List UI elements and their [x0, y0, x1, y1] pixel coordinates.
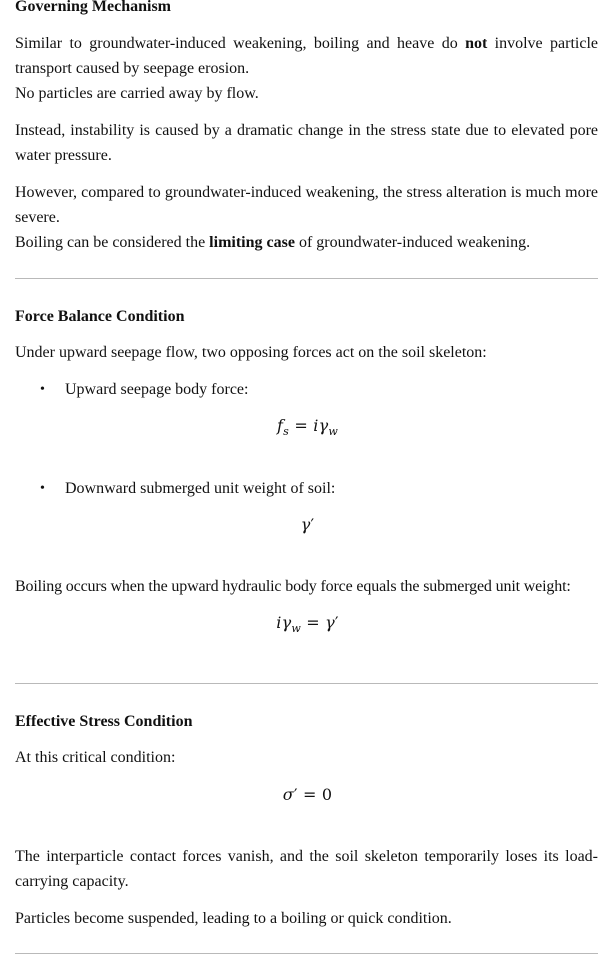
section-divider	[15, 953, 598, 954]
eq-symbol-f: f	[277, 416, 284, 435]
equation-seepage-force	[0, 415, 615, 437]
bold-text-limiting-case: limiting case	[209, 234, 295, 251]
bullet-item-submerged-weight: Downward submerged unit weight of soil:	[65, 480, 336, 497]
equation-effective-stress	[0, 784, 615, 806]
paragraph-instead-instability: Instead, instability is caused by a dramatic change in the stress state due to elevated pore water pressure.	[15, 122, 598, 164]
eq-equals: =	[302, 785, 317, 804]
text-run: involve particle transport caused by seepage erosion.	[15, 35, 598, 77]
eq-symbol-gamma: γ	[281, 613, 292, 632]
eq-prime: ′	[334, 613, 339, 632]
eq-equals: =	[306, 613, 320, 632]
eq-equals: =	[294, 416, 308, 435]
paragraph-contact-forces-vanish: The interparticle contact forces vanish, and the soil skeleton temporarily loses its load-carrying capacity.	[15, 848, 598, 890]
paragraph-however-compared	[15, 180, 598, 255]
eq-symbol-gamma: γ	[325, 613, 335, 632]
bullet-marker: •	[40, 481, 45, 496]
eq-subscript-w: w	[328, 425, 338, 438]
eq-symbol-gamma: γ	[300, 515, 311, 534]
eq-symbol-i: i	[276, 613, 282, 632]
eq-value-zero: 0	[321, 785, 333, 804]
text-run: Boiling can be considered the	[15, 234, 210, 251]
paragraph-critical-condition-intro: At this critical condition:	[15, 749, 176, 766]
text-run: Similar to groundwater-induced weakening, boiling and heave do	[15, 35, 466, 52]
section-divider	[15, 683, 598, 684]
bullet-marker: •	[40, 382, 45, 397]
paragraph-boiling-occurs: Boiling occurs when the upward hydraulic body force equals the submerged unit weight:	[15, 578, 571, 595]
bold-text-not: not	[465, 35, 488, 52]
text-run: of groundwater-induced weakening.	[294, 234, 531, 251]
equation-submerged-weight	[0, 514, 615, 536]
eq-symbol-sigma: σ	[282, 785, 294, 804]
eq-symbol-i: i	[313, 416, 319, 435]
text-run: However, compared to groundwater-induced weakening, the stress alteration is much more severe.	[15, 184, 598, 226]
section-divider	[15, 278, 598, 279]
paragraph-similar-to-weakening	[15, 31, 598, 106]
eq-subscript-w: w	[291, 622, 301, 635]
section-heading-force-balance: Force Balance Condition	[15, 308, 185, 325]
eq-subscript-s: s	[283, 425, 290, 438]
section-heading-effective-stress: Effective Stress Condition	[15, 713, 193, 730]
eq-symbol-gamma: γ	[318, 416, 329, 435]
eq-prime: ′	[310, 515, 315, 534]
eq-prime: ′	[293, 785, 298, 804]
section-heading-governing-mechanism: Governing Mechanism	[15, 0, 171, 15]
bullet-item-seepage-force: Upward seepage body force:	[65, 381, 249, 398]
paragraph-particles-suspended: Particles become suspended, leading to a boiling or quick condition.	[15, 910, 452, 927]
paragraph-upward-seepage-intro: Under upward seepage flow, two opposing forces act on the soil skeleton:	[15, 344, 487, 361]
text-run: No particles are carried away by flow.	[15, 85, 259, 102]
equation-boiling-condition	[0, 612, 615, 634]
